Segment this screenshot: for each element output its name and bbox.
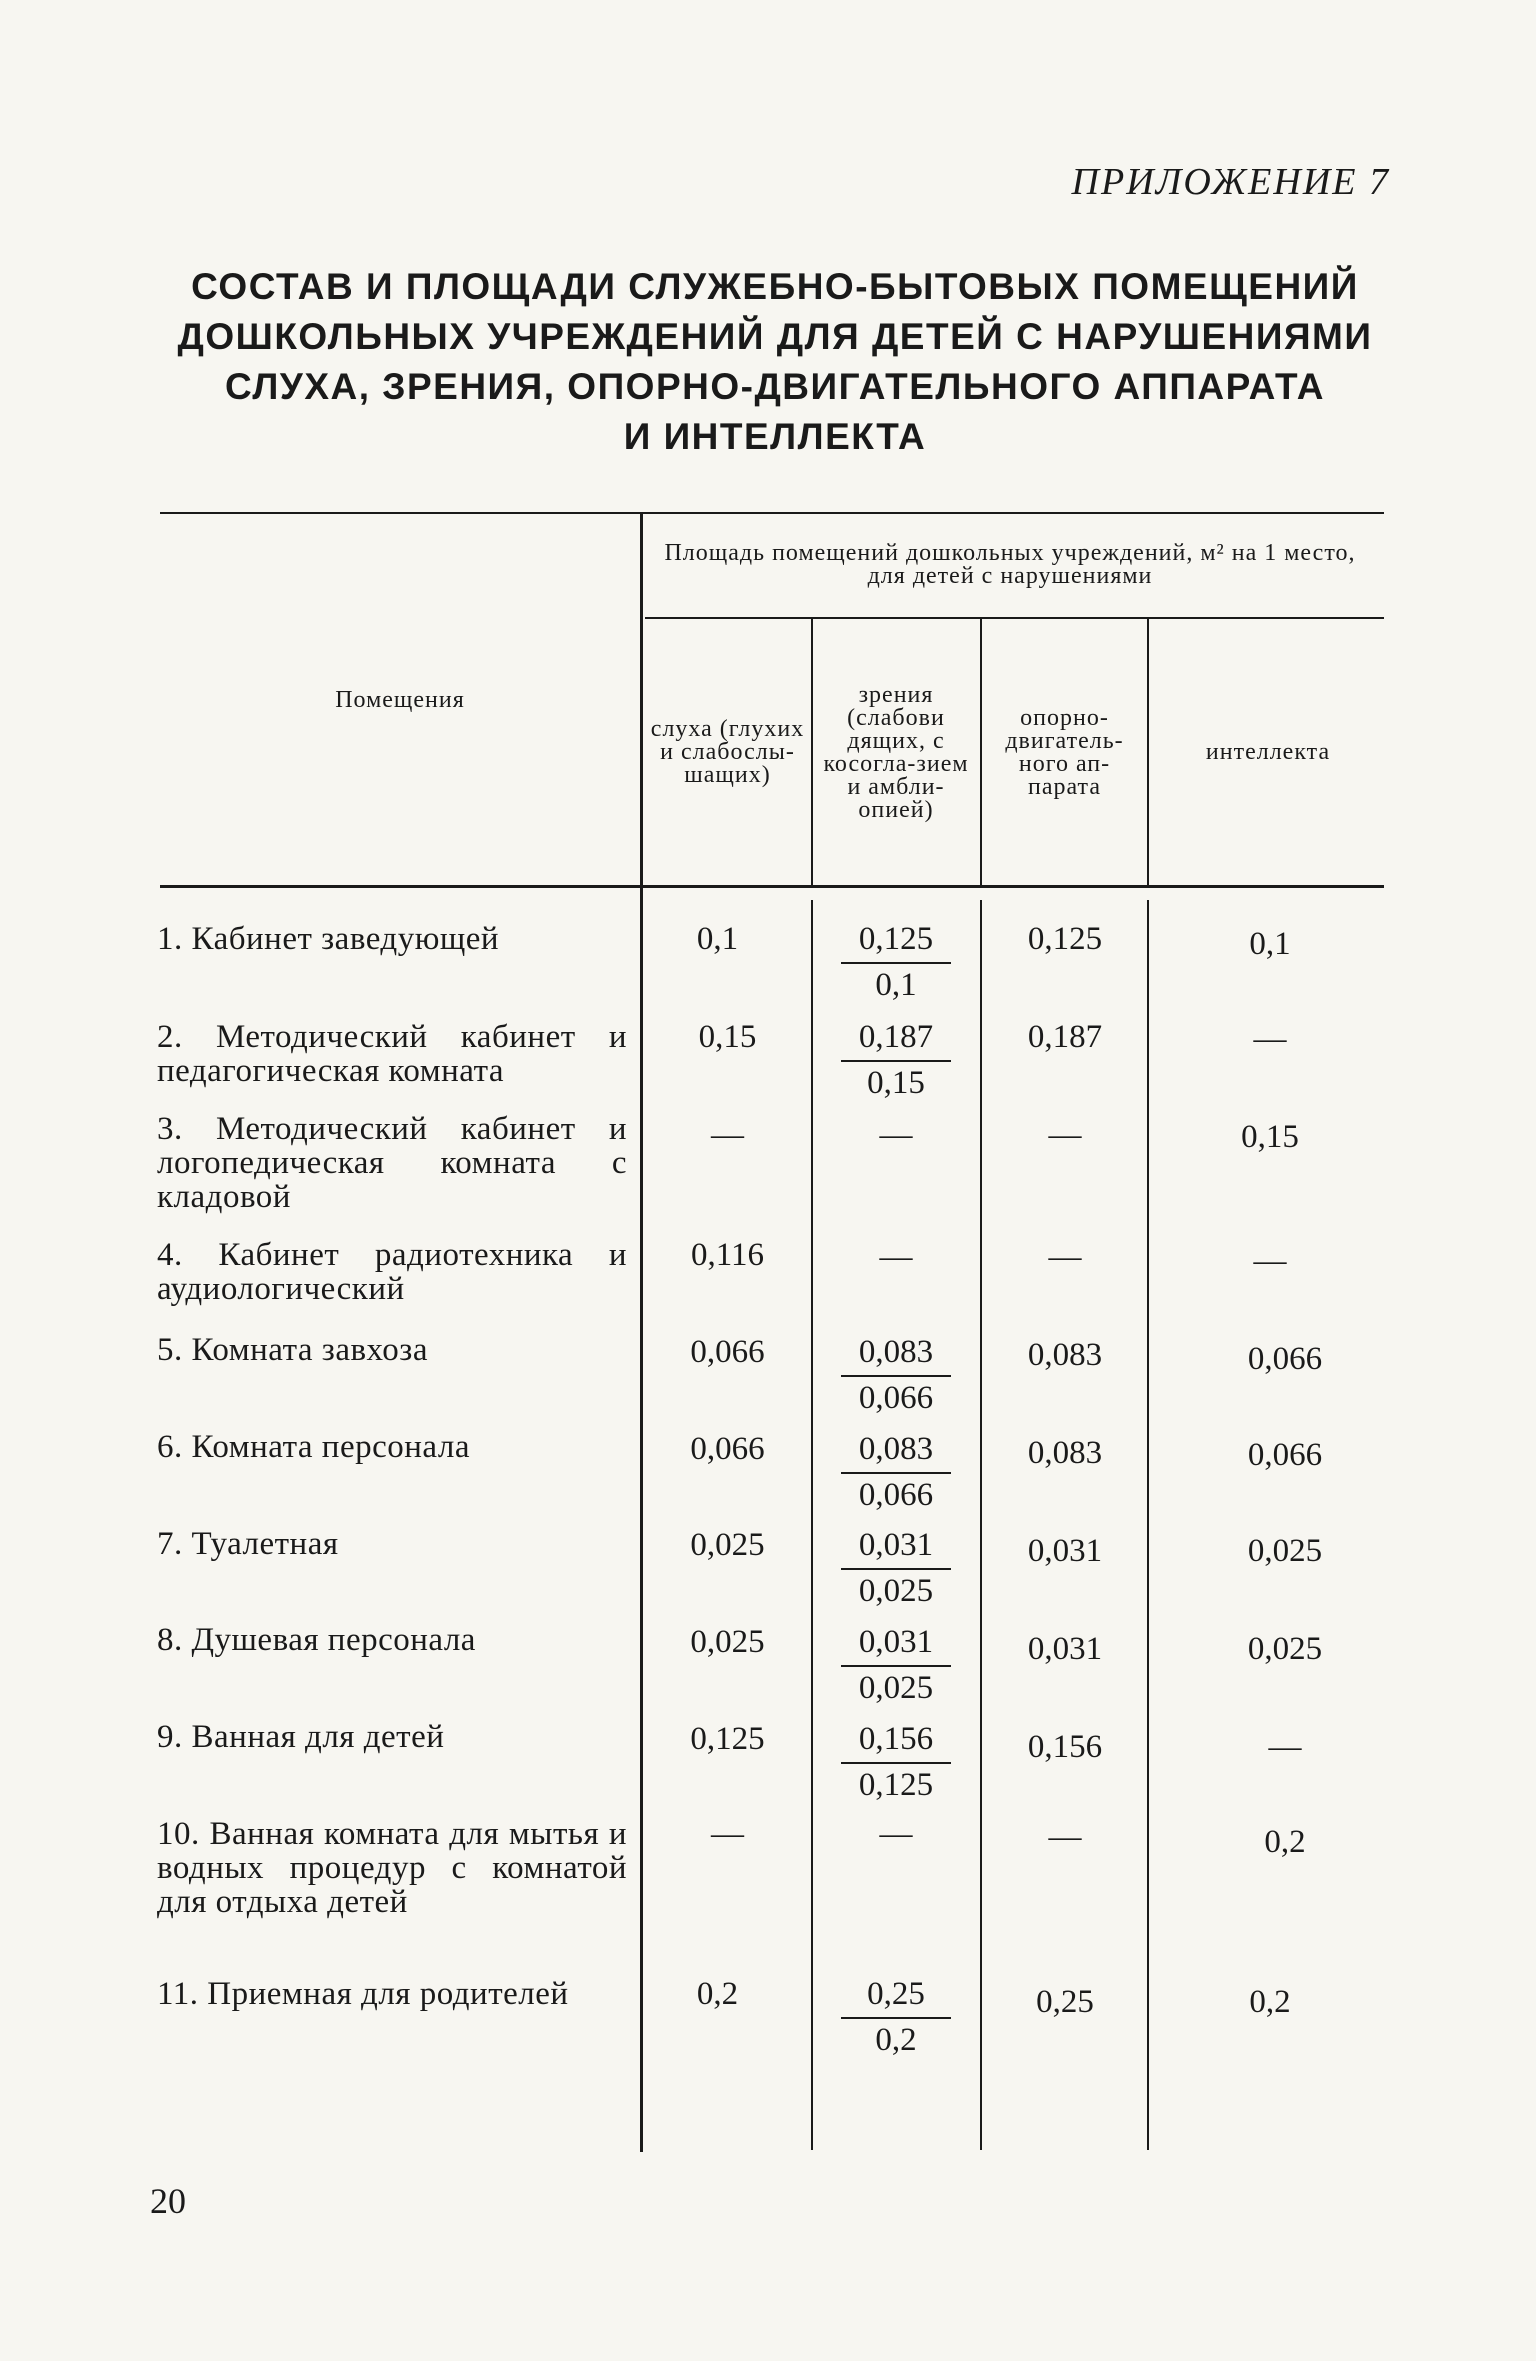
value-motor: 0,031 bbox=[1027, 1533, 1103, 1569]
value-intellect: — bbox=[1253, 1021, 1287, 1057]
value-motor: — bbox=[1048, 1239, 1082, 1275]
vision-numerator: 0,031 bbox=[858, 1624, 934, 1660]
value-intellect: 0,066 bbox=[1247, 1341, 1323, 1377]
rooms-column-divider bbox=[640, 512, 643, 2152]
value-vision-fraction bbox=[816, 1625, 976, 1705]
vision-numerator: 0,25 bbox=[867, 1976, 925, 2012]
area-group-header: Площадь помещений дошкольных учреждений, м² на 1 место, для детей с нарушениями bbox=[664, 540, 1356, 589]
room-name: 3. Методический кабинет и логопедическая комната с кладовой bbox=[157, 1111, 627, 1215]
vision-denominator: 0,2 bbox=[875, 2022, 917, 2058]
value-vision-fraction bbox=[816, 1528, 976, 1608]
room-name: 1. Кабинет заведующей bbox=[157, 921, 500, 957]
value-motor: 0,187 bbox=[1027, 1019, 1103, 1055]
appendix-label: ПРИЛОЖЕНИЕ 7 bbox=[1071, 161, 1390, 203]
group-header-rule bbox=[645, 617, 1384, 619]
column-divider bbox=[980, 619, 982, 885]
value-vision: — bbox=[879, 1239, 913, 1275]
document-title bbox=[130, 262, 1420, 462]
vision-numerator: 0,156 bbox=[858, 1721, 934, 1757]
room-name: 8. Душевая персонала bbox=[157, 1622, 476, 1658]
value-vision-fraction bbox=[816, 1977, 976, 2057]
vision-numerator: 0,083 bbox=[858, 1431, 934, 1467]
vision-numerator: 0,083 bbox=[858, 1334, 934, 1370]
vision-denominator: 0,1 bbox=[875, 967, 917, 1003]
value-motor: — bbox=[1048, 1819, 1082, 1855]
value-hearing: 0,025 bbox=[690, 1624, 765, 1660]
value-motor: 0,031 bbox=[1027, 1631, 1103, 1667]
value-motor: 0,125 bbox=[1027, 921, 1103, 957]
value-hearing: — bbox=[711, 1816, 744, 1852]
title-line: СОСТАВ И ПЛОЩАДИ СЛУЖЕБНО-БЫТОВЫХ ПОМЕЩЕНИЙ bbox=[191, 266, 1359, 307]
value-intellect: 0,1 bbox=[1249, 926, 1291, 962]
room-name: 10. Ванная комната для мытья и водных процедур с комнатой для отдыха детей bbox=[157, 1816, 627, 1920]
value-hearing: 0,066 bbox=[690, 1431, 765, 1467]
value-hearing: — bbox=[711, 1117, 744, 1153]
column-divider bbox=[811, 900, 813, 2150]
vision-numerator: 0,125 bbox=[858, 921, 934, 957]
value-vision: — bbox=[879, 1816, 913, 1852]
rooms-header: Помещения bbox=[335, 686, 465, 713]
vision-denominator: 0,025 bbox=[858, 1573, 934, 1609]
room-name: 6. Комната персонала bbox=[157, 1429, 470, 1465]
room-name: 4. Кабинет радиотехника и аудиологический bbox=[157, 1237, 627, 1307]
value-motor: 0,156 bbox=[1027, 1729, 1103, 1765]
room-name: 11. Приемная для родителей bbox=[157, 1976, 569, 2012]
title-line: И ИНТЕЛЛЕКТА bbox=[623, 416, 927, 457]
title-line: СЛУХА, ЗРЕНИЯ, ОПОРНО-ДВИГАТЕЛЬНОГО АППАРАТА bbox=[225, 366, 1325, 407]
column-divider bbox=[811, 619, 813, 885]
value-hearing: 0,1 bbox=[696, 921, 739, 957]
value-hearing: 0,15 bbox=[698, 1019, 757, 1055]
column-header-motor: опорно-двигатель-ного ап-парата bbox=[1005, 704, 1124, 800]
column-divider bbox=[980, 900, 982, 2150]
value-vision-fraction bbox=[816, 1335, 976, 1415]
vision-denominator: 0,125 bbox=[858, 1767, 934, 1803]
room-name: 2. Методический кабинет и педагогическая комната bbox=[157, 1019, 627, 1089]
vision-numerator: 0,187 bbox=[858, 1019, 934, 1055]
value-motor: 0,083 bbox=[1027, 1435, 1103, 1471]
vision-denominator: 0,066 bbox=[858, 1380, 934, 1416]
value-vision-fraction bbox=[816, 1020, 976, 1100]
column-divider bbox=[1147, 619, 1149, 885]
value-hearing: 0,116 bbox=[690, 1237, 765, 1273]
value-intellect: 0,066 bbox=[1247, 1437, 1323, 1473]
value-intellect: 0,15 bbox=[1241, 1119, 1299, 1155]
value-intellect: 0,025 bbox=[1247, 1533, 1323, 1569]
vision-denominator: 0,025 bbox=[858, 1670, 934, 1706]
column-header-vision: зрения (слабови дящих, с косогла-зием и амбли-опией) bbox=[823, 681, 969, 823]
value-intellect: — bbox=[1268, 1729, 1302, 1765]
column-divider bbox=[1147, 900, 1149, 2150]
value-motor: — bbox=[1048, 1117, 1082, 1153]
value-motor: 0,083 bbox=[1027, 1337, 1103, 1373]
value-vision-fraction bbox=[816, 1432, 976, 1512]
title-line: ДОШКОЛЬНЫХ УЧРЕЖДЕНИЙ ДЛЯ ДЕТЕЙ С НАРУШЕНИЯМИ bbox=[177, 316, 1373, 357]
table-top-rule bbox=[160, 512, 1384, 514]
value-vision-fraction bbox=[816, 1722, 976, 1802]
value-intellect: — bbox=[1253, 1243, 1287, 1279]
page-number: 20 bbox=[150, 2181, 186, 2221]
value-motor: 0,25 bbox=[1036, 1984, 1094, 2020]
header-bottom-rule bbox=[160, 885, 1384, 888]
value-hearing: 0,025 bbox=[690, 1527, 765, 1563]
vision-denominator: 0,066 bbox=[858, 1477, 934, 1513]
vision-numerator: 0,031 bbox=[858, 1527, 934, 1563]
value-intellect: 0,2 bbox=[1249, 1984, 1291, 2020]
value-hearing: 0,125 bbox=[690, 1721, 765, 1757]
value-hearing: 0,2 bbox=[696, 1976, 739, 2012]
value-vision: — bbox=[879, 1117, 913, 1153]
vision-denominator: 0,15 bbox=[867, 1065, 925, 1101]
room-name: 9. Ванная для детей bbox=[157, 1719, 445, 1755]
value-vision-fraction bbox=[816, 922, 976, 1002]
value-intellect: 0,2 bbox=[1264, 1824, 1306, 1860]
value-intellect: 0,025 bbox=[1247, 1631, 1323, 1667]
value-hearing: 0,066 bbox=[690, 1334, 765, 1370]
room-name: 5. Комната завхоза bbox=[157, 1332, 428, 1368]
column-header-intellect: интеллекта bbox=[1205, 739, 1331, 765]
room-name: 7. Туалетная bbox=[157, 1526, 339, 1562]
column-header-hearing: слуха (глухих и слабослы-шащих) bbox=[650, 716, 805, 788]
